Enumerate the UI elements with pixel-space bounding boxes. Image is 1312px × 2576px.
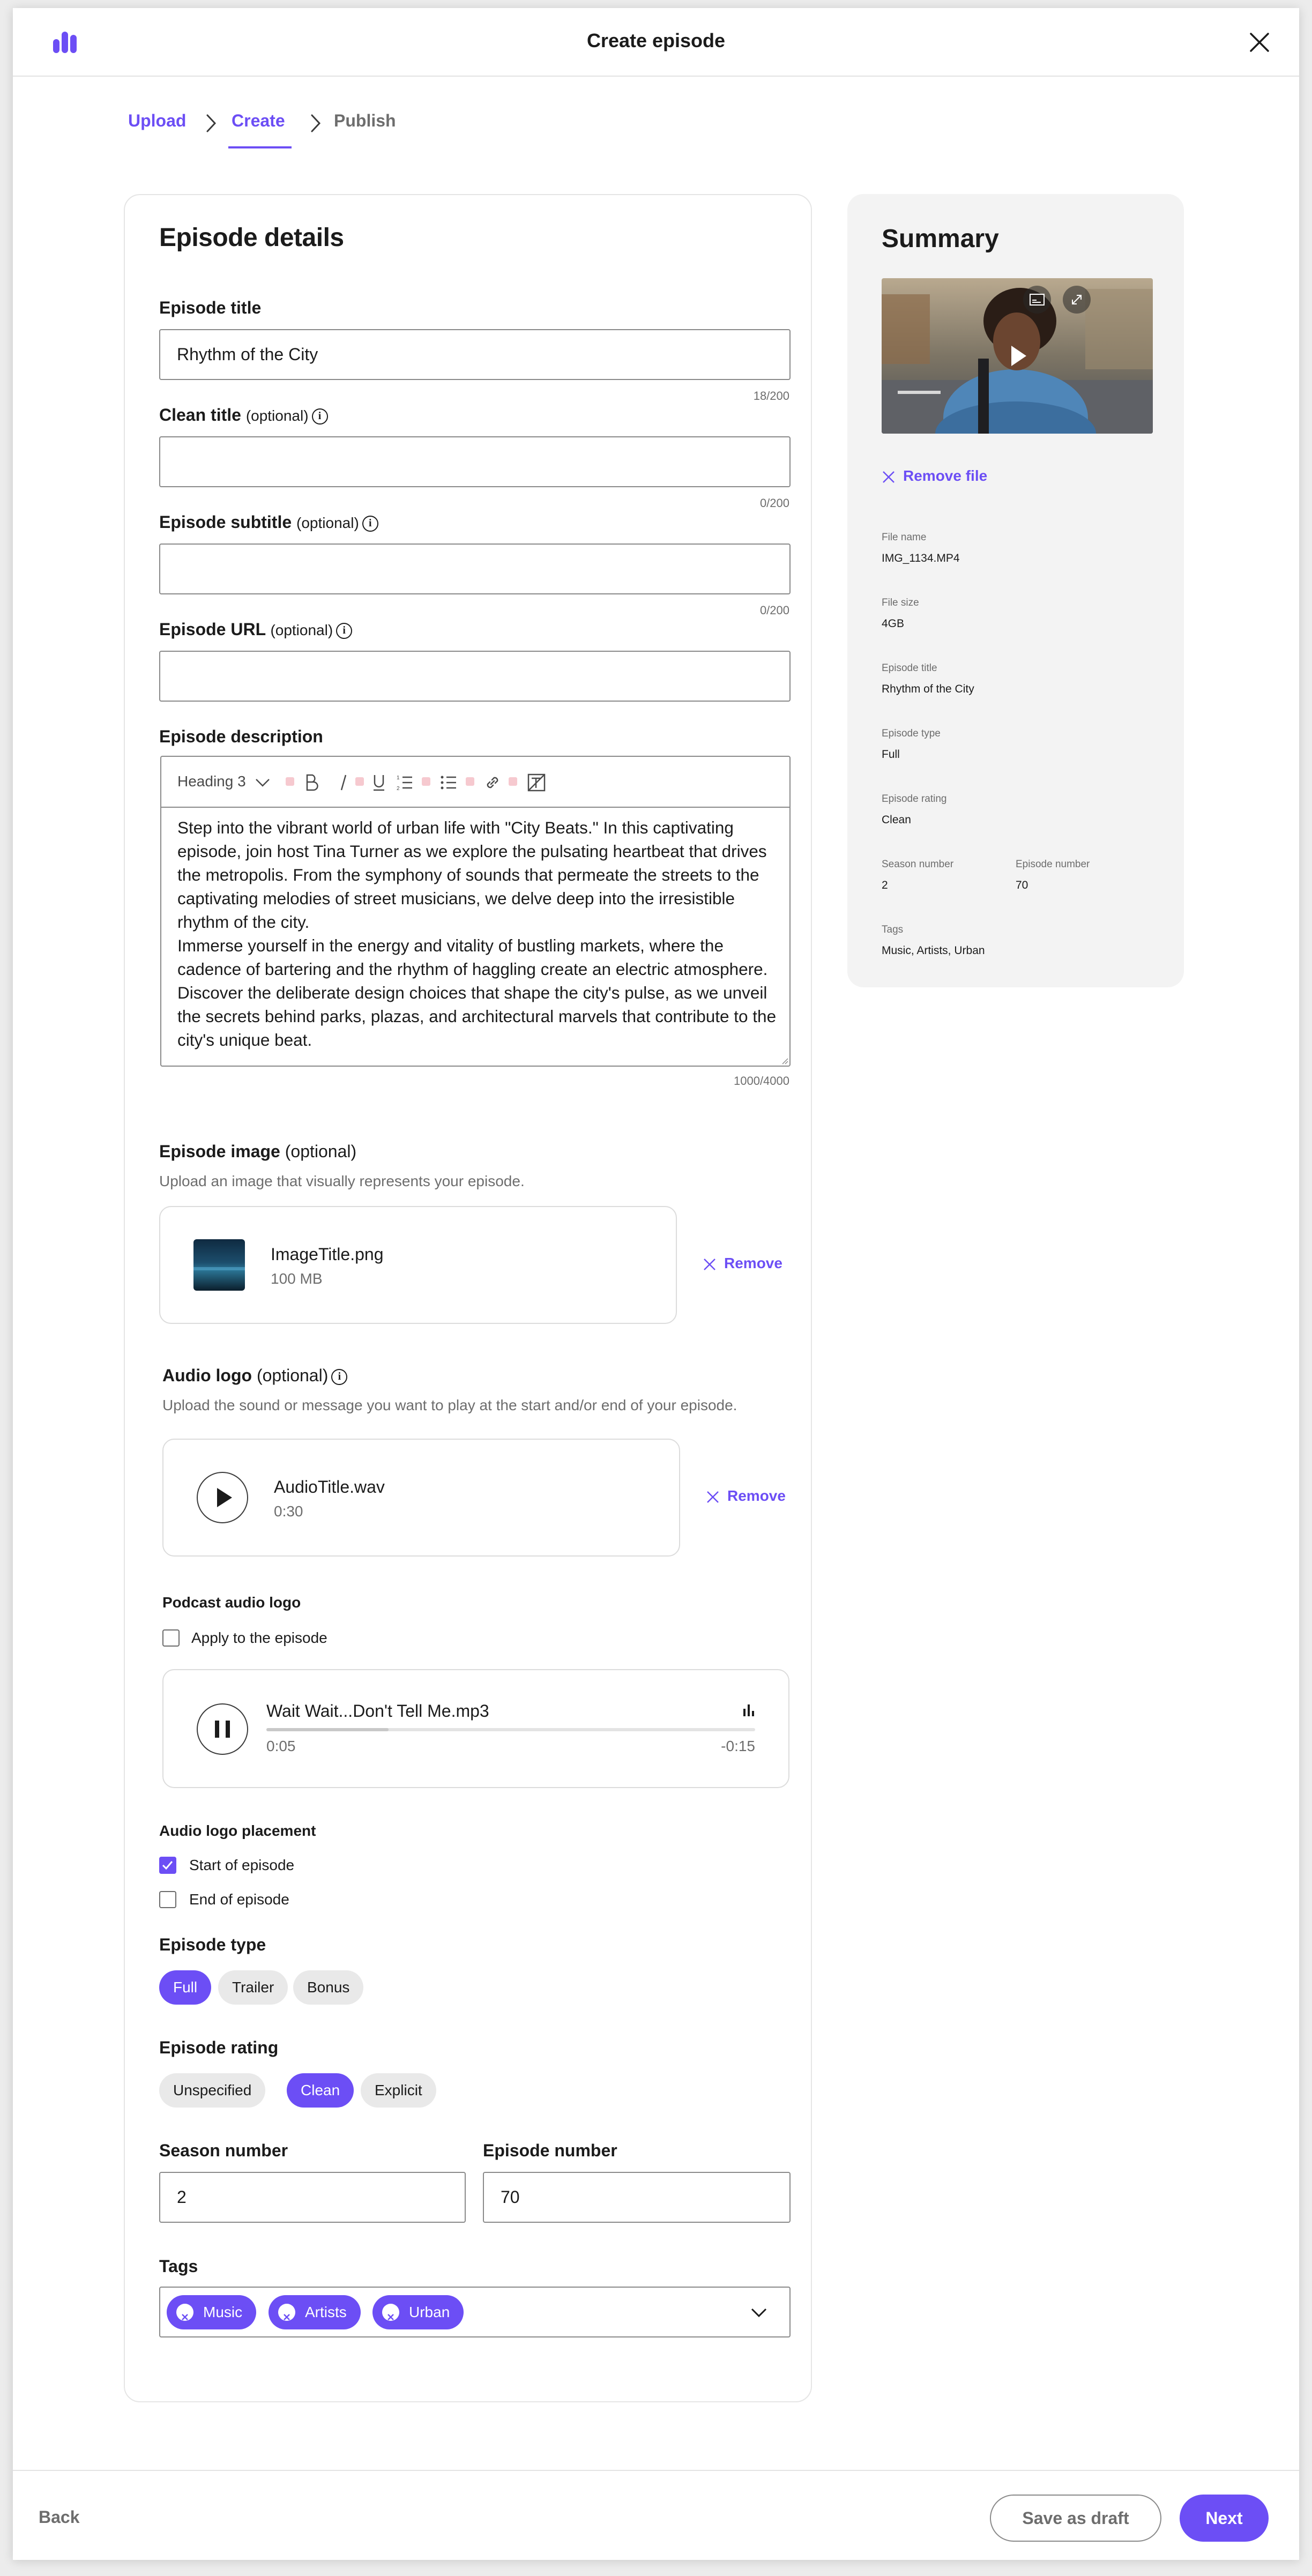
episode-number-label: Episode number: [483, 2141, 617, 2160]
heading-select[interactable]: Heading 3: [177, 773, 271, 790]
summary-episode-title-label: Episode title: [882, 662, 937, 674]
image-file-size: 100 MB: [271, 1270, 323, 1287]
captions-icon[interactable]: [1023, 286, 1051, 314]
episode-image-file: [159, 1206, 677, 1324]
player-progress-track[interactable]: [266, 1728, 755, 1731]
bullet-list-icon[interactable]: [440, 773, 457, 792]
episode-rating-label: Episode rating: [159, 2038, 279, 2057]
player-elapsed: 0:05: [266, 1738, 296, 1754]
description-paragraph: Step into the vibrant world of urban life with "City Beats." In this captivating episode, join host Tina Turner as we explore the pulsating heartbeat that drives the metropolis. From the symphony of sounds that permeate the streets to the captivating melodies of street musicians, we delve deep into the irresistible rhythm of the city.: [177, 818, 767, 932]
play-button[interactable]: [197, 1472, 248, 1523]
apply-to-episode-checkbox[interactable]: [162, 1629, 180, 1647]
play-icon: [198, 1473, 247, 1522]
clean-title-input[interactable]: [159, 436, 791, 487]
tag-chip[interactable]: Music: [167, 2295, 256, 2329]
episode-type-full[interactable]: Full: [159, 1970, 211, 2005]
episode-type-label: Episode type: [159, 1935, 266, 1954]
step-publish[interactable]: Publish: [334, 111, 396, 130]
remove-file-button[interactable]: Remove file: [882, 467, 987, 485]
clear-format-icon[interactable]: [527, 773, 546, 792]
episode-type-bonus[interactable]: Bonus: [293, 1970, 363, 2005]
summary-tags-label: Tags: [882, 924, 904, 935]
episode-subtitle-input[interactable]: [159, 544, 791, 594]
player-file-name: Wait Wait...Don't Tell Me.mp3: [266, 1701, 489, 1721]
pause-icon: [198, 1704, 247, 1754]
episode-rating-explicit[interactable]: Explicit: [361, 2073, 436, 2108]
checkmark-icon: [160, 1858, 175, 1872]
summary-episode-type-label: Episode type: [882, 728, 941, 739]
info-icon[interactable]: i: [331, 1369, 347, 1385]
remove-tag-icon[interactable]: [382, 2304, 399, 2321]
description-counter: 1000/4000: [734, 1074, 789, 1088]
audio-logo-label: Audio logo (optional) i: [162, 1366, 347, 1386]
start-of-episode-label: Start of episode: [189, 1857, 295, 1873]
save-as-draft-button[interactable]: Save as draft: [990, 2495, 1161, 2542]
summary-episode-rating-value: Clean: [882, 814, 911, 826]
podcast-audio-logo-label: Podcast audio logo: [162, 1594, 301, 1611]
chevron-down-icon[interactable]: [750, 2305, 768, 2320]
episode-type-trailer[interactable]: Trailer: [218, 1970, 288, 2005]
season-number-input[interactable]: 2: [159, 2172, 466, 2223]
info-icon[interactable]: i: [362, 516, 378, 532]
summary-season-number-value: 2: [882, 879, 888, 891]
episode-image-helper: Upload an image that visually represents your episode.: [159, 1173, 525, 1189]
footer-bar: [13, 2470, 1299, 2560]
dialog-title: Create episode: [586, 29, 726, 51]
summary-episode-rating-label: Episode rating: [882, 793, 947, 805]
end-of-episode-label: End of episode: [189, 1891, 289, 1908]
summary-episode-number-label: Episode number: [1016, 859, 1090, 870]
summary-file-name-value: IMG_1134.MP4: [882, 552, 960, 564]
episode-description-label: Episode description: [159, 727, 323, 746]
video-thumbnail[interactable]: [882, 278, 1153, 434]
tag-chip[interactable]: Urban: [372, 2295, 464, 2329]
chevron-right-icon: [203, 113, 218, 133]
summary-episode-number-value: 70: [1016, 879, 1028, 891]
remove-audio-button[interactable]: Remove: [706, 1487, 786, 1505]
episode-url-label: Episode URL (optional) i: [159, 620, 352, 639]
episode-number-input[interactable]: 70: [483, 2172, 791, 2223]
summary-panel: [847, 194, 1184, 987]
season-number-label: Season number: [159, 2141, 288, 2160]
summary-file-name-label: File name: [882, 532, 927, 543]
image-thumbnail: [193, 1239, 245, 1291]
summary-episode-type-value: Full: [882, 748, 900, 761]
summary-file-size-label: File size: [882, 597, 919, 608]
create-episode-window: [13, 8, 1299, 2560]
episode-subtitle-counter: 0/200: [759, 604, 789, 617]
audio-file-duration: 0:30: [274, 1503, 303, 1520]
info-icon[interactable]: i: [312, 408, 328, 425]
audio-file-name: AudioTitle.wav: [274, 1477, 385, 1497]
pause-button[interactable]: [197, 1703, 248, 1755]
step-create[interactable]: Create: [232, 111, 285, 130]
episode-title-counter: 18/200: [753, 389, 789, 403]
summary-heading: Summary: [882, 225, 999, 253]
svg-text:2: 2: [397, 786, 400, 792]
audio-logo-file: [162, 1439, 680, 1557]
podcast-audio-player: [162, 1669, 789, 1788]
episode-image-label: Episode image (optional): [159, 1142, 357, 1161]
description-text[interactable]: [177, 816, 779, 1052]
description-paragraph: Immerse yourself in the energy and vitality of bustling markets, where the cadence of bartering and the rhythm of haggling create an electric atmosphere. Discover the deliberate design choices that shape the city's pulse, as we unveil the secrets behind parks, plazas, and architectural marvels that contribute to the city's unique beat.: [177, 936, 777, 1049]
player-progress-fill: [266, 1728, 389, 1731]
card-heading: Episode details: [159, 224, 344, 252]
editor-toolbar: [161, 757, 789, 808]
resize-handle-icon[interactable]: [780, 1056, 788, 1064]
underline-icon[interactable]: [371, 773, 386, 792]
summary-season-number-label: Season number: [882, 859, 954, 870]
active-step-underline: [228, 146, 292, 148]
start-of-episode-checkbox[interactable]: [159, 1857, 176, 1874]
close-icon: [706, 1490, 720, 1504]
summary-file-size-value: 4GB: [882, 617, 905, 630]
numbered-list-icon[interactable]: [396, 773, 413, 792]
back-button[interactable]: Back: [39, 2507, 80, 2527]
clean-title-label: Clean title (optional) i: [159, 405, 328, 425]
svg-text:1: 1: [397, 775, 400, 781]
episode-rating-unspecified[interactable]: Unspecified: [159, 2073, 265, 2108]
bold-icon[interactable]: [304, 773, 319, 792]
clean-title-counter: 0/200: [759, 496, 789, 510]
episode-subtitle-label: Episode subtitle (optional) i: [159, 512, 378, 532]
chevron-down-icon: [254, 777, 271, 788]
play-icon[interactable]: [1000, 338, 1035, 374]
episode-rating-clean[interactable]: Clean: [287, 2073, 354, 2108]
remove-tag-icon[interactable]: [278, 2304, 295, 2321]
next-button[interactable]: Next: [1180, 2495, 1269, 2542]
image-file-name: ImageTitle.png: [271, 1245, 384, 1264]
episode-title-label: Episode title: [159, 298, 262, 317]
tags-label: Tags: [159, 2257, 198, 2276]
summary-episode-title-value: Rhythm of the City: [882, 683, 974, 695]
close-icon: [703, 1257, 717, 1271]
summary-tags-value: Music, Artists, Urban: [882, 944, 985, 957]
episode-title-input[interactable]: Rhythm of the City: [159, 329, 791, 380]
episode-details-card: [124, 194, 812, 2402]
apply-to-episode-label: Apply to the episode: [191, 1629, 327, 1646]
waveform-icon[interactable]: [742, 1703, 755, 1717]
remove-tag-icon[interactable]: [176, 2304, 193, 2321]
top-bar: [13, 8, 1299, 77]
tags-select[interactable]: [159, 2287, 791, 2337]
info-icon[interactable]: i: [336, 623, 352, 639]
step-upload[interactable]: Upload: [128, 111, 187, 130]
close-icon: [882, 470, 896, 484]
audio-logo-helper: Upload the sound or message you want to play at the start and/or end of your episode.: [162, 1397, 737, 1413]
description-editor: [160, 756, 791, 1067]
link-icon[interactable]: [483, 773, 502, 792]
fullscreen-icon[interactable]: [1063, 286, 1091, 314]
end-of-episode-checkbox[interactable]: [159, 1891, 176, 1908]
remove-image-button[interactable]: Remove: [703, 1255, 782, 1272]
tag-chip[interactable]: Artists: [269, 2295, 361, 2329]
episode-url-input[interactable]: [159, 651, 791, 702]
player-remaining: -0:15: [721, 1738, 755, 1754]
placement-label: Audio logo placement: [159, 1822, 316, 1839]
italic-icon[interactable]: [338, 773, 349, 792]
close-icon[interactable]: [1247, 29, 1272, 55]
chevron-right-icon: [308, 113, 323, 133]
